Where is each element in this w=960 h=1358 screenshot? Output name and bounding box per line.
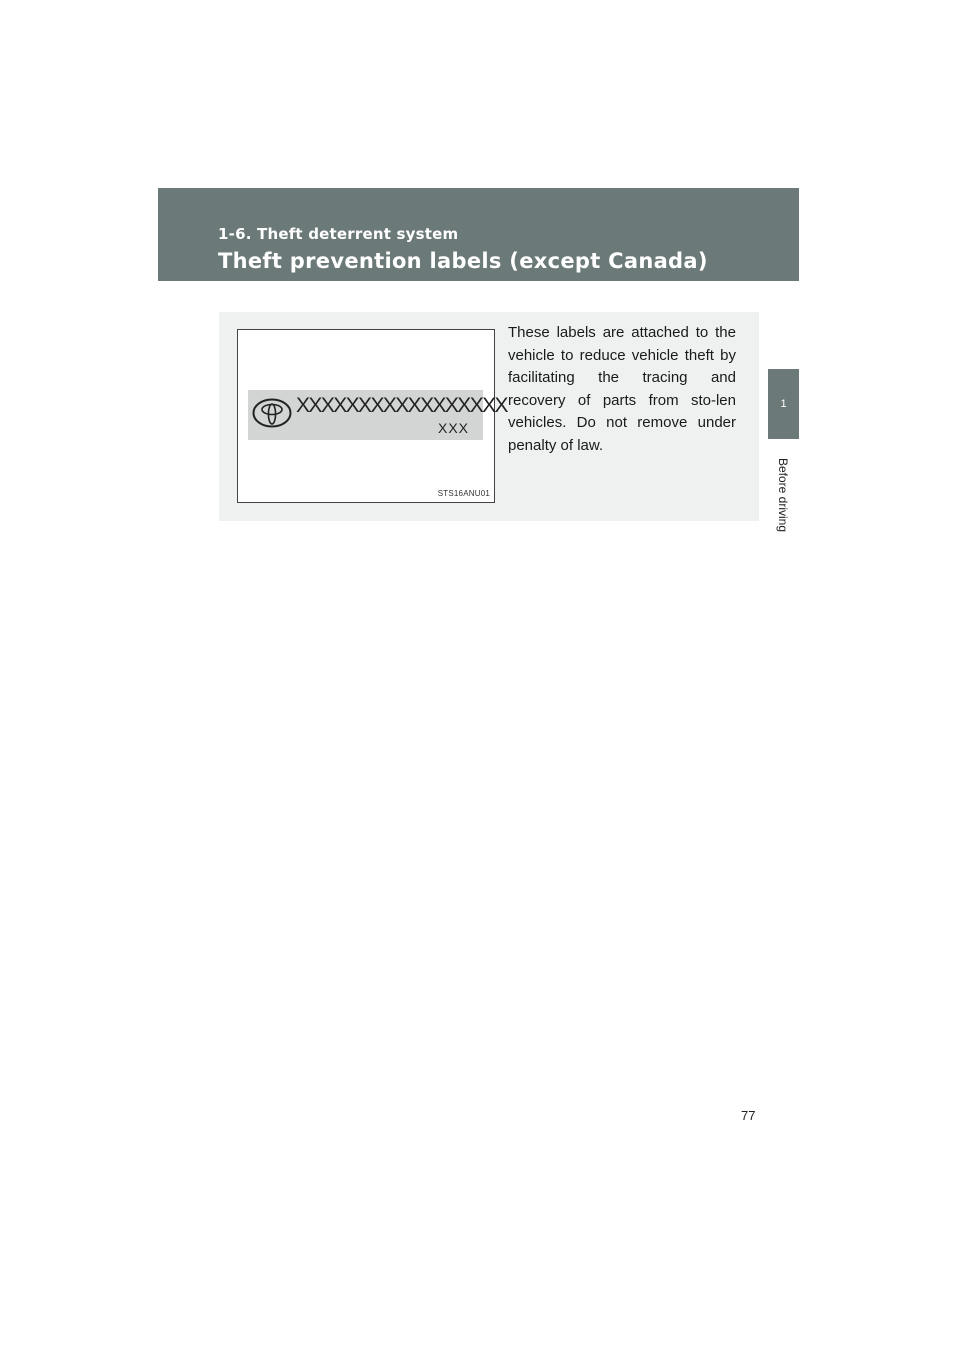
chapter-label — [768, 445, 799, 545]
theft-prevention-label — [248, 390, 507, 440]
label-code: XXXXXXXXXXXXXXXXX — [296, 394, 507, 417]
content-box — [219, 312, 759, 521]
chapter-label-text: Before driving — [776, 457, 791, 533]
body-paragraph: These labels are attached to the vehicle to reduce vehicle theft by facilitating the tracing and recovery of parts from sto-len vehicles. Do not remove under penalty of law. — [508, 324, 736, 454]
chapter-number: 1 — [780, 398, 787, 410]
label-suffix: XXX — [437, 420, 469, 436]
section-header — [158, 188, 799, 281]
toyota-logo-icon — [252, 397, 292, 429]
section-label: 1-6. Theft deterrent system — [218, 225, 459, 243]
page-number: 77 — [741, 1108, 756, 1123]
chapter-tab[interactable] — [768, 369, 799, 439]
label-illustration — [237, 329, 507, 503]
page-title: Theft prevention labels (except Canada) — [218, 249, 708, 273]
figure-id: STS16ANU01 — [437, 489, 490, 498]
